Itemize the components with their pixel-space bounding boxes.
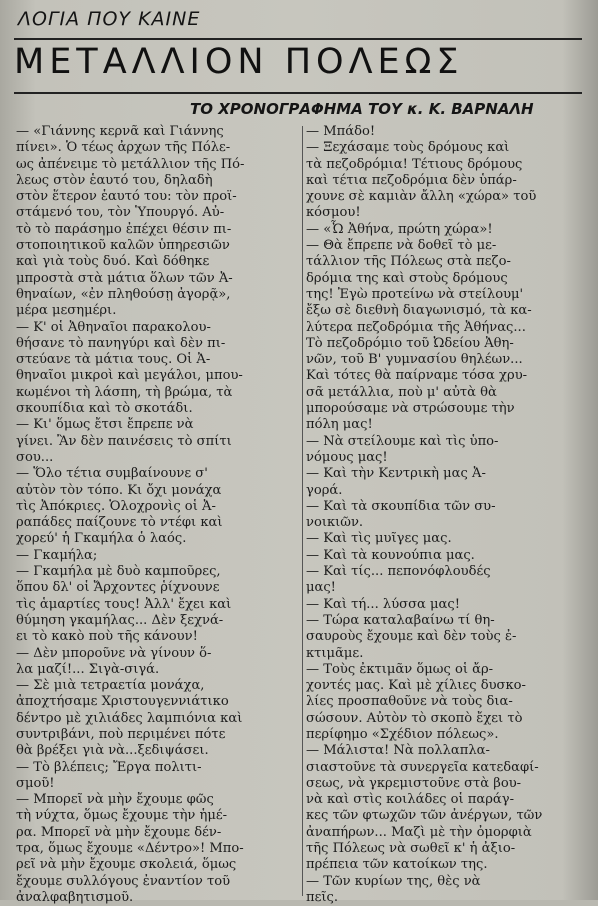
text-line: χορεύ' ἡ Γκαμήλα ὁ λαός. bbox=[16, 531, 187, 547]
text-line: τὶς Ἀπόκριες. Ὁλοχρονὶς οἱ Ἀ- bbox=[16, 498, 216, 514]
text-line: — Καὶ τὰ κουνούπια μας. bbox=[306, 547, 475, 563]
text-line: σμοῦ! bbox=[16, 775, 55, 791]
text-line: — Κι' ὅμως ἔτσι ἔπρεπε νὰ bbox=[16, 417, 194, 433]
text-line: μέρα μεσημέρι. bbox=[16, 303, 117, 319]
text-line: μπροστὰ στὰ μάτια ὅλων τῶν Ἀ- bbox=[16, 270, 233, 286]
text-line: νοικιῶν. bbox=[306, 515, 364, 531]
text-line: στὸν ἕτερον ἑαυτό του: τὸν προϊ- bbox=[16, 189, 237, 205]
text-line: σᾶ μετάλλια, ποὺ μ' αὐτὰ θὰ bbox=[306, 384, 497, 400]
top-rule bbox=[14, 38, 582, 40]
text-line: θηναίων, «ἐν πληθούσῃ ἀγορᾷ», bbox=[16, 286, 231, 302]
headline-rule bbox=[14, 92, 582, 94]
text-line: — Καὶ τίς... πεπονόφλουδές bbox=[306, 564, 491, 580]
right-text-column bbox=[306, 124, 582, 905]
text-line: — «Γιάννης κερνᾶ καὶ Γιάννης bbox=[16, 124, 224, 139]
column-divider bbox=[302, 126, 303, 896]
text-line: περίφημο «Σχέδιον πόλεως». bbox=[306, 726, 499, 742]
text-line: — Τοὺς ἐκτιμᾶν ὅμως οἱ ἄρ- bbox=[306, 661, 494, 677]
text-line: — Καὶ τὶς μυῖγες μας. bbox=[306, 531, 452, 547]
text-line: καὶ τέτια πεζοδρόμια δὲν ὑπάρ- bbox=[306, 172, 517, 188]
text-line: ἔχουμε συλλόγους ἐναντίον τοῦ bbox=[16, 873, 231, 889]
text-line: — Καὶ τὴν Κεντρικὴ μας Ἀ- bbox=[306, 466, 486, 482]
text-line: θὰ βρέξει γιὰ νὰ...ξεδιψάσει. bbox=[16, 743, 209, 759]
text-line: — Ξεχάσαμε τοὺς δρόμους καὶ bbox=[306, 140, 510, 156]
text-line: — Θὰ ἔπρεπε νὰ δοθεῖ τὸ με- bbox=[306, 238, 497, 254]
text-line: κόσμου! bbox=[306, 205, 361, 221]
text-line: — Σὲ μιὰ τετραετία μονάχα, bbox=[16, 678, 205, 694]
text-line: τὶς ἁμαρτίες τους! Ἀλλ' ἔχει καὶ bbox=[16, 596, 232, 612]
text-line: Τὸ πεζοδρόμιο τοῦ Ὠδείου Ἀθη- bbox=[306, 335, 514, 351]
text-line: λεως στὸν ἑαυτό του, δηλαδὴ bbox=[16, 172, 213, 188]
text-line: — Καὶ τή... λύσσα μας! bbox=[306, 596, 460, 612]
text-line: στοποιητικοῦ καλῶν ὑπηρεσιῶν bbox=[16, 238, 230, 254]
text-line: χουνε σὲ καμιὰν ἄλλη «χώρα» τοῦ bbox=[306, 189, 537, 205]
text-line: λίες προσπαθοῦνε νὰ τοὺς δια- bbox=[306, 694, 513, 710]
text-line: — Καὶ τὰ σκουπίδια τῶν συ- bbox=[306, 498, 496, 514]
text-line: — «Ὦ Ἀθήνα, πρώτη χώρα»! bbox=[306, 221, 493, 237]
text-line: λα μαζί!... Σιγὰ-σιγά. bbox=[16, 661, 160, 677]
text-line: — Τὸ βλέπεις; Ἔργα πολιτι- bbox=[16, 759, 202, 775]
byline: ΤΟ ΧΡΟΝΟΓΡΑΦΗΜΑ ΤΟΥ κ. Κ. ΒΑΡΝΑΛΗ bbox=[190, 100, 534, 118]
text-line: κες τῶν φτωχῶν τῶν ἀνέργων, τῶν bbox=[306, 808, 543, 824]
text-line: — Μάλιστα! Νὰ πολλαπλα- bbox=[306, 743, 490, 759]
text-line: ως ἀπένειμε τὸ μετάλλιον τῆς Πό- bbox=[16, 156, 245, 172]
text-line: πόλη μας! bbox=[306, 417, 373, 433]
text-line: σεως, νὰ γκρεμιστοῦνε στὰ βου- bbox=[306, 775, 522, 791]
left-text-column bbox=[16, 124, 298, 905]
text-line: — Τώρα καταλαβαίνω τί θη- bbox=[306, 612, 495, 628]
text-line: — Γκαμήλα μὲ δυὸ καμποῦρες, bbox=[16, 564, 221, 580]
text-line: — Τῶν κυρίων της, θὲς νὰ bbox=[306, 873, 481, 889]
text-line: μας! bbox=[306, 580, 336, 596]
text-line: ἀποχτήσαμε Χριστουγεννιάτικο bbox=[16, 694, 229, 710]
text-line: πρέπεια τῶν κατοίκων της. bbox=[306, 857, 488, 873]
text-line: ει τὸ κακὸ ποὺ τῆς κάνουν! bbox=[16, 629, 198, 645]
text-line: σώσουν. Αὐτὸν τὸ σκοπὸ ἔχει τὸ bbox=[306, 710, 523, 726]
text-line: στάμενό του, τὸν Ὑπουργό. Αὐ- bbox=[16, 205, 225, 221]
text-line: ρεῖ νὰ μὴν ἔχουμε σκολειά, ὅμως bbox=[16, 857, 237, 873]
text-line: νόμους μας! bbox=[306, 449, 388, 465]
text-line: τρα, ὅμως ἔχουμε «Δέντρο»! Μπο- bbox=[16, 841, 244, 857]
text-line: Καὶ τότες θὰ παίρναμε τόσα χρυ- bbox=[306, 368, 528, 384]
text-line: σιαστοῦνε τὰ συνεργεῖα κατεδαφί- bbox=[306, 759, 539, 775]
text-line: θηναῖοι μικροὶ καὶ μεγάλοι, μπου- bbox=[16, 368, 243, 384]
text-line: τὰ πεζοδρόμια! Τέτιους δρόμους bbox=[306, 156, 523, 172]
text-line: θύμηση γκαμήλας... Δὲν ξεχνά- bbox=[16, 612, 224, 628]
text-line: — Ὅλο τέτια συμβαίνουνε σ' bbox=[16, 466, 208, 482]
text-line: δέντρο μὲ χιλιάδες λαμπιόνια καὶ bbox=[16, 710, 243, 726]
text-line: πεῖς. bbox=[306, 889, 339, 905]
text-line: γίνει. Ἂν δὲν παινέσεις τὸ σπίτι bbox=[16, 433, 232, 449]
text-line: ἀναλφαβητισμοῦ. bbox=[16, 889, 134, 905]
text-line: κωμένοι τὴ λάσπη, τὴ βρώμα, τὰ bbox=[16, 384, 233, 400]
text-line: τῆς Πόλεως νὰ σωθεῖ κ' ἡ ἀξιο- bbox=[306, 841, 516, 857]
text-line: γορά. bbox=[306, 482, 343, 498]
text-line: θήσανε τὸ πανηγύρι καὶ δὲν πι- bbox=[16, 335, 226, 351]
text-line: ρα. Μπορεῖ νὰ μὴν ἔχουμε δέν- bbox=[16, 824, 222, 840]
text-line: — Γκαμήλα; bbox=[16, 547, 98, 563]
text-line: λύτερα πεζοδρόμια τῆς Ἀθήνας... bbox=[306, 319, 526, 335]
text-line: καὶ γιὰ τοὺς δυό. Καὶ δόθηκε bbox=[16, 254, 210, 270]
text-line: νῶν, τοῦ Β' γυμνασίου θηλέων... bbox=[306, 352, 523, 368]
text-line: στεύανε τὰ μάτια τους. Οἱ Ἀ- bbox=[16, 352, 211, 368]
text-line: αὐτὸν τὸν τόπο. Κι ὄχι μονάχα bbox=[16, 482, 222, 498]
text-line: ραπάδες παίζουνε τὸ ντέφι καὶ bbox=[16, 515, 223, 531]
text-line: ἔξω σὲ διεθνὴ διαγωνισμό, τὰ κα- bbox=[306, 303, 532, 319]
text-line: μπορούσαμε νὰ στρώσουμε τὴν bbox=[306, 401, 515, 417]
text-line: σκουπίδια καὶ τὸ σκοτάδι. bbox=[16, 401, 193, 417]
text-line: τάλλιον τῆς Πόλεως στὰ πεζο- bbox=[306, 254, 511, 270]
text-line: σαυροὺς ἔχουμε καὶ δὲν τοὺς ἐ- bbox=[306, 629, 517, 645]
text-line: — Κ' οἱ Ἀθηναῖοι παρακολου- bbox=[16, 319, 211, 335]
column-kicker: ΛΟΓΙΑ ΠΟΥ ΚΑΙΝΕ bbox=[18, 8, 201, 30]
text-line: πίνει». Ὁ τέως ἀρχων τῆς Πόλε- bbox=[16, 140, 231, 156]
text-line: τὸ τὸ παράσημο ἐπέχει θέσιν πι- bbox=[16, 221, 232, 237]
text-line: ἀναπήρων... Μαζὶ μὲ τὴν ὀμορφιὰ bbox=[306, 824, 532, 840]
text-line: νὰ καὶ στὶς κοιλάδες οἱ παράγ- bbox=[306, 792, 515, 808]
text-line: — Μπορεῖ νὰ μὴν ἔχουμε φῶς bbox=[16, 792, 214, 808]
text-line: δρόμια της καὶ στοὺς δρόμους bbox=[306, 270, 508, 286]
text-line: — Μπάδο! bbox=[306, 124, 376, 139]
text-line: σου... bbox=[16, 449, 54, 465]
text-line: ὅπου δλ' οἱ Ἄρχοντες ῥίχνουνε bbox=[16, 580, 220, 596]
text-line: — Δὲν μποροῦνε νὰ γίνουν ὅ- bbox=[16, 645, 212, 661]
text-line: — Νὰ στείλουμε καὶ τὶς ὑπο- bbox=[306, 433, 499, 449]
headline: ΜΕΤΑΛΛΙΟΝ ΠΟΛΕΩΣ bbox=[14, 42, 464, 82]
text-line: χοντές μας. Καὶ μὲ χίλιες δυσκο- bbox=[306, 678, 526, 694]
text-line: κτιμᾶμε. bbox=[306, 645, 364, 661]
text-line: συντριβάνι, ποὺ περιμένει πότε bbox=[16, 726, 226, 742]
text-line: τὴ νύχτα, ὅμως ἔχουμε τὴν ἡμέ- bbox=[16, 808, 228, 824]
text-line: της! Ἐγὼ προτείνω νὰ στείλουμ' bbox=[306, 286, 524, 302]
